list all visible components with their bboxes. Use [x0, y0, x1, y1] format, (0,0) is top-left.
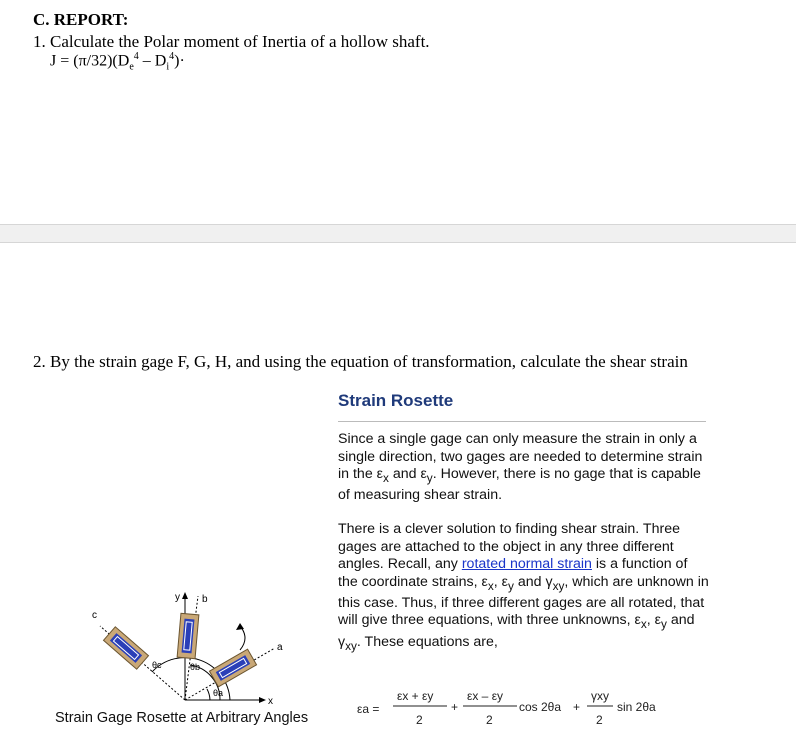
label-a: a	[277, 642, 283, 653]
rotated-normal-strain-link[interactable]: rotated normal strain	[461, 556, 592, 572]
eq-t2-den: 2	[486, 713, 493, 727]
p2-text-b: is a function of the coordinate strains,	[338, 556, 688, 590]
strain-symbols-1: $\varepsilon_x$, $\varepsilon_y$ and $\gamma_{xy}$,	[481, 573, 569, 593]
eq-sin: sin 2θa	[617, 700, 656, 714]
label-theta-a: θa	[213, 688, 224, 698]
label-theta-b: θb	[190, 662, 201, 672]
eq-plus-2: +	[573, 700, 581, 714]
label-b: b	[202, 594, 208, 605]
rotation-arrow-icon	[236, 623, 244, 630]
gage-a	[209, 649, 256, 687]
rosette-title: Strain Rosette	[338, 391, 454, 410]
p2-text-d: These equations are,	[360, 633, 498, 650]
gage-c	[103, 627, 148, 669]
rosette-diagram	[90, 588, 300, 713]
page-divider	[0, 224, 796, 243]
formula-mid: – D	[138, 52, 167, 70]
formula-sup-inner: 4	[169, 51, 175, 62]
label-y: y	[175, 592, 180, 603]
formula-tail: )·	[174, 52, 185, 70]
gage-b	[177, 613, 199, 658]
rosette-paragraph-2	[338, 521, 710, 655]
formula-sub-inner: i	[166, 61, 170, 73]
p1-text-a: Since a single gage can only measure the strain in only a single direction, two gages are needed to determine strain in the	[338, 431, 703, 482]
p1-text-and: and	[388, 466, 421, 482]
question-2: 2. By the strain gage F, G, H, and using the equation of transformation, calculate the shear strain	[33, 352, 688, 371]
y-arrow-icon	[182, 592, 188, 599]
title-rule	[338, 421, 706, 422]
formula-sup-outer: 4	[133, 51, 139, 62]
eq-cos: cos 2θa	[519, 700, 562, 714]
strain-symbols-2: $\varepsilon_x$, $\varepsilon_y$ and $\gamma_{xy}$.	[338, 612, 695, 653]
formula-lhs: J = (π/32)(D	[50, 52, 130, 70]
question-1: 1. Calculate the Polar moment of Inertia of a hollow shaft.	[33, 32, 430, 51]
p1-text-b: . However, there is no gage that is capable of measuring shear strain.	[338, 466, 701, 504]
label-x: x	[268, 696, 273, 707]
eq-t3-den: 2	[596, 713, 603, 727]
label-theta-c: θc	[152, 660, 162, 670]
sub-x: x	[382, 470, 389, 485]
formula-sub-outer: e	[129, 61, 134, 73]
eq-t2-num: εx – εy	[467, 689, 504, 703]
eq-t1-den: 2	[416, 713, 423, 727]
diagram-caption: Strain Gage Rosette at Arbitrary Angles	[55, 710, 309, 726]
arc-a	[207, 689, 210, 700]
rosette-paragraph-1	[338, 431, 710, 505]
sub-y: y	[426, 470, 433, 485]
x-arrow-icon	[259, 697, 266, 703]
transformation-equation	[355, 680, 695, 732]
label-c: c	[92, 610, 97, 621]
eq-t1-num: εx + εy	[397, 689, 434, 703]
eq-t3-num: γxy	[591, 689, 609, 703]
eps-symbol: ε	[420, 466, 427, 482]
eps-symbol: ε	[376, 466, 383, 482]
eq-lhs: εa =	[357, 702, 380, 716]
p2-text-c: which are unknown in this case. Thus, if three different gages are all rotated, that will give three equations, with three unknowns,	[338, 573, 709, 629]
polar-moment-formula	[50, 51, 185, 73]
eq-plus-1: +	[451, 700, 459, 714]
report-heading: C. REPORT:	[33, 10, 129, 29]
rotation-arrow	[240, 626, 245, 650]
p2-text-a: There is a clever solution to finding shear strain. Three gages are attached to the object in any three different angles. Recall, any	[338, 521, 680, 572]
